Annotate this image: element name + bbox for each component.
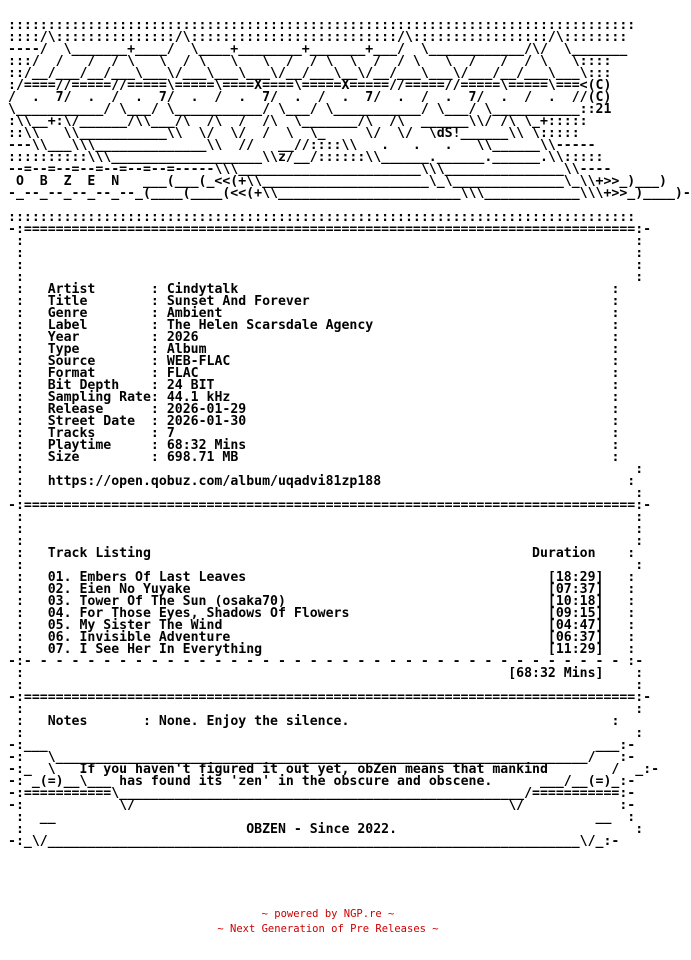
nfo-spacing: : <box>150 306 167 321</box>
nfo-spacing: : <box>8 666 509 681</box>
nfo-spacing: : <box>611 306 620 321</box>
banner-art: \___________/ \___/ \___________/ \___/ \___________/ \___/ \___________::21 <box>8 102 612 117</box>
banner-art: ::::::::::::::::::::::::::::::::::::::::::::::::::::::::::::::::::::::::::::::: <box>8 18 636 33</box>
nfo-spacing: : <box>611 582 636 597</box>
track-title: I See Her In Everything <box>79 642 548 657</box>
quote-frame: _ \ <box>23 762 80 777</box>
quote-frame: -:___ ___:- <box>8 738 636 753</box>
nfo-spacing: : <box>150 294 167 309</box>
nfo-spacing: : <box>611 606 636 621</box>
banner-art: -_--_--_--_--_--_(____(____(<<(+\\_______________________\\\____________\\\+>>_)____)- <box>8 186 691 201</box>
nfo-spacing: : <box>8 282 48 297</box>
track-number: 07. <box>47 642 80 657</box>
nfo-spacing: : <box>611 570 636 585</box>
field-value: WEB-FLAC <box>166 354 612 369</box>
nfo-spacing: : <box>8 822 247 837</box>
field-label: Size <box>47 450 151 465</box>
field-value: The Helen Scarsdale Agency <box>166 318 612 333</box>
banner-art: / . 7/ . / . 7/ . / . 7/ . / . 7/ . / . 7/ . / . //(C) <box>8 90 612 105</box>
nfo-spacing: : <box>611 282 620 297</box>
nfo-spacing: : <box>635 822 644 837</box>
nfo-spacing: -:=============================================================================:- <box>8 690 652 705</box>
signoff-text: OBZEN - Since 2022. <box>246 822 636 837</box>
field-value: Cindytalk <box>166 282 612 297</box>
nfo-spacing: : : <box>8 270 644 285</box>
nfo-spacing: : <box>8 714 48 729</box>
field-label: Sampling Rate <box>47 390 151 405</box>
nfo-spacing: -:=============================================================================:- <box>8 498 652 513</box>
field-value: 44.1 kHz <box>166 390 612 405</box>
quote-text: If you haven't figured it out yet, obZen means that mankind <box>79 762 588 777</box>
field-value: Ambient <box>166 306 612 321</box>
field-label: Street Date <box>47 414 151 429</box>
nfo-spacing: : <box>611 402 620 417</box>
track-title: My Sister The Wind <box>79 618 548 633</box>
nfo-spacing: : <box>150 354 167 369</box>
field-value: Sunset And Forever <box>166 294 612 309</box>
quote-frame: _(=)__\___ <box>23 774 120 789</box>
quote-frame: -: \___________________________________________________________________/ :- <box>8 750 636 765</box>
nfo-spacing: -:- - - - - - - - - - - - - - - - - - - - - - - - - - - - - - - - - - - - - - :- <box>8 654 644 669</box>
track-title: Embers Of Last Leaves <box>79 570 548 585</box>
field-value: 7 <box>166 426 612 441</box>
track-number: 03. <box>47 594 80 609</box>
banner-art: ----/ \_______+____/ \____+________+_______+___/ \____________/\/ \_______ <box>8 42 628 57</box>
nfo-spacing: : : <box>8 258 644 273</box>
nfo-spacing: : <box>8 606 48 621</box>
nfo-spacing: : : <box>8 510 644 525</box>
field-label: Format <box>47 366 151 381</box>
nfo-spacing: :- <box>619 774 636 789</box>
signoff-frame: : __ __ : <box>8 810 636 825</box>
track-number: 05. <box>47 618 80 633</box>
field-value: 2026-01-30 <box>166 414 612 429</box>
field-label: Type <box>47 342 151 357</box>
nfo-spacing: :- <box>643 762 660 777</box>
nfo-spacing: : <box>150 450 167 465</box>
track-title: For Those Eyes, Shadows Of Flowers <box>79 606 548 621</box>
track-number: 02. <box>47 582 80 597</box>
field-label: Source <box>47 354 151 369</box>
track-number: 01. <box>47 570 80 585</box>
field-value: Album <box>166 342 612 357</box>
nfo-spacing: : <box>611 714 620 729</box>
banner-art: :\\__+:\/______/\\___/\ /\ / /\ \_______/\ /\ ______\\/ /\ \_+::::: <box>8 114 588 129</box>
field-label: Release <box>47 402 151 417</box>
field-label: Playtime <box>47 438 151 453</box>
nfo-spacing: : <box>611 642 636 657</box>
nfo-spacing: : <box>611 354 620 369</box>
notes-label: Notes <box>47 714 143 729</box>
nfo-spacing: : <box>8 618 48 633</box>
total-playtime: [68:32 Mins] <box>508 666 620 681</box>
quote-frame: -:===========\___________________________________________________/===========:- <box>8 786 636 801</box>
banner-art: ::::/\:::::::::::::::/\::::::::::::::::::::::::::/\:::::::::::::::::/\:::::::: <box>8 30 628 45</box>
track-duration: [10:18] <box>547 594 612 609</box>
banner-art: :::/ / / / \ \ / \ \ \ / / \ \ / / \ \ / / / \ \:::: <box>8 54 612 69</box>
nfo-spacing: : <box>8 582 48 597</box>
nfo-spacing: : <box>8 426 48 441</box>
nfo-spacing: : <box>150 366 167 381</box>
nfo-spacing: : <box>8 546 48 561</box>
nfo-spacing: : <box>611 438 620 453</box>
field-value: 68:32 Mins <box>166 438 612 453</box>
album-url[interactable]: https://open.qobuz.com/album/uqadvi81zp188 <box>47 474 628 489</box>
nfo-spacing: : : <box>8 246 644 261</box>
nfo-spacing: : <box>8 354 48 369</box>
nfo-spacing: : <box>8 378 48 393</box>
field-label: Tracks <box>47 426 151 441</box>
nfo-spacing: : <box>150 390 167 405</box>
nfo-spacing: : <box>627 546 636 561</box>
nfo-spacing: -: <box>8 762 24 777</box>
nfo-spacing: : : <box>8 678 644 693</box>
track-title: Eien No Yuyake <box>79 582 548 597</box>
nfo-spacing: : <box>611 594 636 609</box>
nfo-spacing: : <box>150 426 167 441</box>
track-duration: [11:29] <box>547 642 612 657</box>
banner-art: O B Z E N ___(___(_<<(+\\_____________________\_\______________\_\\+>>_)___) <box>8 174 667 189</box>
nfo-spacing: : <box>8 474 48 489</box>
nfo-spacing: : <box>611 390 620 405</box>
nfo-spacing: : : <box>8 558 644 573</box>
nfo-spacing: : <box>8 330 48 345</box>
powered-by-footer: ~ powered by NGP.re ~ <box>261 908 395 920</box>
signoff-frame-line <box>8 836 648 848</box>
nfo-spacing: : <box>611 366 620 381</box>
field-value: 24 BIT <box>166 378 612 393</box>
field-label: Title <box>47 294 151 309</box>
ngp-tagline-footer: ~ Next Generation of Pre Releases ~ <box>217 923 439 935</box>
track-title: Invisible Adventure <box>79 630 548 645</box>
nfo-spacing: : : <box>8 522 644 537</box>
nfo-document <box>8 18 691 849</box>
nfo-spacing: : <box>150 342 167 357</box>
banner-art: --=--=--=--=--=--=--=-----\\\_______________________\\\_______________\\---- <box>8 162 612 177</box>
nfo-spacing: : <box>8 390 48 405</box>
nfo-spacing: : : <box>8 702 644 717</box>
track-duration: [18:29] <box>547 570 612 585</box>
nfo-spacing: : <box>150 438 167 453</box>
separator: : : <box>8 234 644 249</box>
nfo-spacing: : <box>611 450 620 465</box>
track-duration: [09:15] <box>547 606 612 621</box>
nfo-spacing: : <box>619 666 644 681</box>
nfo-spacing: : <box>150 282 167 297</box>
banner-line <box>8 186 691 201</box>
nfo-spacing: : : <box>8 486 644 501</box>
nfo-spacing: : <box>150 402 167 417</box>
field-value: FLAC <box>166 366 612 381</box>
nfo-spacing: -: <box>8 774 24 789</box>
notes-value: None. Enjoy the silence. <box>158 714 612 729</box>
nfo-spacing: : <box>142 714 159 729</box>
banner-art: :/====//=====//=====\=====\====X====\=====X=====//=====//=====\=====\===<(C) <box>8 78 612 93</box>
nfo-spacing: : <box>150 414 167 429</box>
track-duration: [04:47] <box>547 618 612 633</box>
nfo-spacing: : <box>8 366 48 381</box>
separator: -:=============================================================================:- <box>8 222 652 237</box>
banner-art: ::/__/___/__/___\___\/___\___\___\/__/___\__\/__/___\___\/___/__/___\___\::: <box>8 66 612 81</box>
quote-frame: / _ <box>587 762 644 777</box>
field-value: 698.71 MB <box>166 450 612 465</box>
nfo-spacing: : <box>627 474 636 489</box>
nfo-spacing: : <box>8 630 48 645</box>
nfo-spacing: : : <box>8 462 644 477</box>
nfo-spacing: : <box>8 342 48 357</box>
nfo-spacing: : <box>611 426 620 441</box>
separator: ::::::::::::::::::::::::::::::::::::::::::::::::::::::::::::::::::::::::::::::: <box>8 210 636 225</box>
nfo-spacing: : <box>150 378 167 393</box>
nfo-spacing: : <box>611 378 620 393</box>
nfo-spacing: : <box>611 630 636 645</box>
quote-frame: -: \/ \/ :- <box>8 798 636 813</box>
nfo-spacing: : <box>611 618 636 633</box>
banner-art: ::::::::::\\\___________________\\z/__/::::::\\______.______.______.\\::::: <box>8 150 604 165</box>
duration-heading: Duration <box>532 546 628 561</box>
track-number: 04. <box>47 606 80 621</box>
field-label: Bit Depth <box>47 378 151 393</box>
nfo-spacing: : <box>8 414 48 429</box>
nfo-spacing: : <box>150 318 167 333</box>
banner-art: ---\\___\\\______________\\ // __//::::\\ . . . \\______\\----- <box>8 138 596 153</box>
nfo-spacing: : <box>8 438 48 453</box>
nfo-spacing: : <box>8 294 48 309</box>
nfo-spacing: : <box>611 414 620 429</box>
field-label: Artist <box>47 282 151 297</box>
track-duration: [06:37] <box>547 630 612 645</box>
field-value: 2026 <box>166 330 612 345</box>
nfo-spacing: : <box>8 318 48 333</box>
track-duration: [07:37] <box>547 582 612 597</box>
field-label: Genre <box>47 306 151 321</box>
banner-art: ::\\ \\___________\\ \/ \/ / \ \_ \/ \/ \dS!______\\ \::::: <box>8 126 580 141</box>
nfo-spacing: : : <box>8 726 644 741</box>
nfo-spacing: : <box>611 342 620 357</box>
quote-frame: ___/__(=)_ <box>532 774 620 789</box>
field-value: 2026-01-29 <box>166 402 612 417</box>
nfo-spacing: : <box>8 642 48 657</box>
quote-text: has found its 'zen' in the obscure and obscene. <box>119 774 533 789</box>
nfo-spacing: : : <box>8 534 644 549</box>
nfo-spacing: : <box>611 294 620 309</box>
nfo-spacing: : <box>8 594 48 609</box>
track-listing-heading: Track Listing <box>47 546 533 561</box>
nfo-spacing: : <box>611 318 620 333</box>
nfo-spacing: : <box>8 450 48 465</box>
nfo-spacing: : <box>8 402 48 417</box>
nfo-spacing: : <box>611 330 620 345</box>
track-number: 06. <box>47 630 80 645</box>
field-label: Year <box>47 330 151 345</box>
nfo-spacing: : <box>8 570 48 585</box>
track-title: Tower Of The Sun (osaka70) <box>79 594 548 609</box>
nfo-spacing: : <box>150 330 167 345</box>
signoff-frame: -:_\/___________________________________________________________________\/_:- <box>8 834 620 849</box>
nfo-spacing: : <box>8 306 48 321</box>
field-label: Label <box>47 318 151 333</box>
